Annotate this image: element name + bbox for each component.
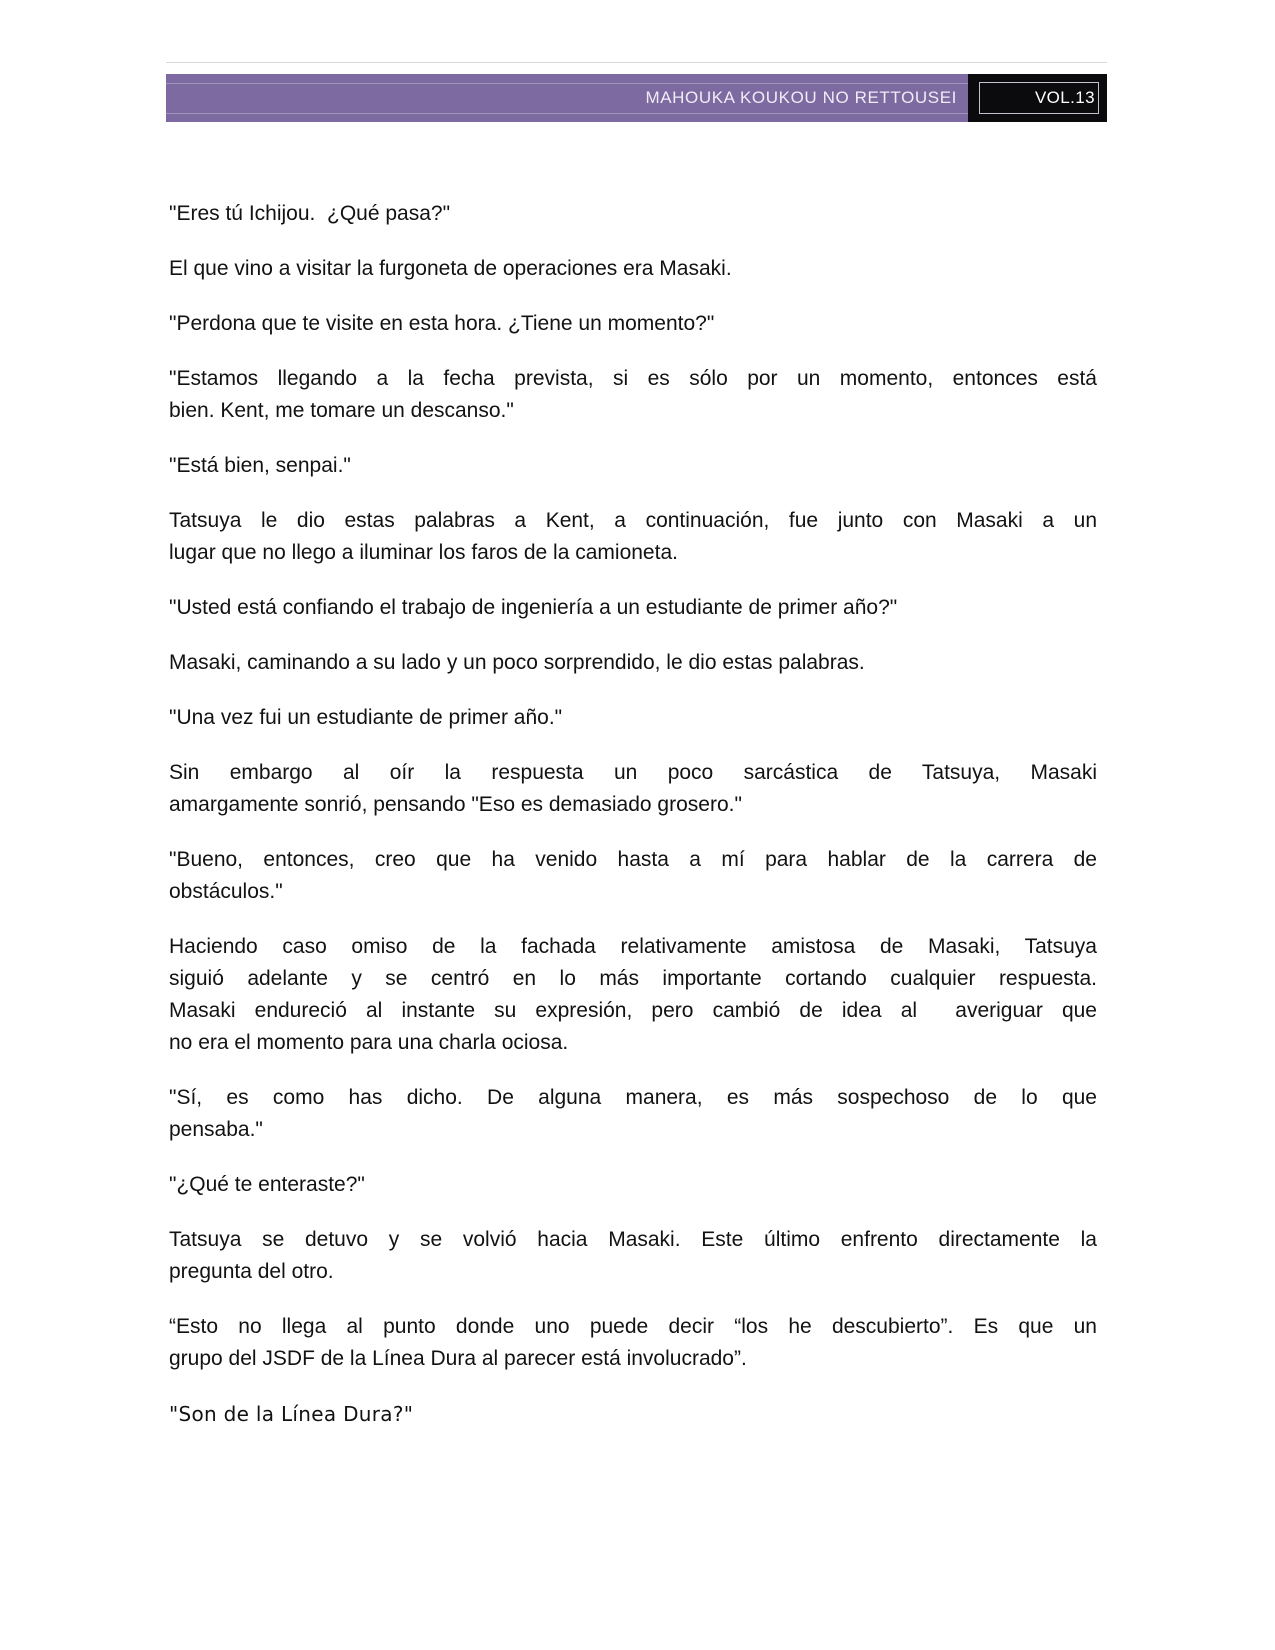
paragraph-line: Masaki, caminando a su lado y un poco sorprendido, le dio estas palabras.	[169, 651, 865, 674]
paragraph	[169, 1398, 1097, 1430]
paragraph-line: no era el momento para una charla ociosa.	[169, 1031, 569, 1054]
paragraph-line: amargamente sonrió, pensando "Eso es demasiado grosero."	[169, 793, 742, 816]
paragraph-line: obstáculos."	[169, 880, 283, 903]
paragraph	[169, 1224, 1097, 1288]
paragraph-line: "Perdona que te visite en esta hora. ¿Tiene un momento?"	[169, 312, 715, 335]
paragraph-line: "Estamos llegando a la fecha prevista, si es sólo por un momento, entonces está	[169, 367, 1097, 390]
paragraph-line: "Eres tú Ichijou. ¿Qué pasa?"	[169, 202, 451, 225]
paragraph-line: grupo del JSDF de la Línea Dura al parecer está involucrado”.	[169, 1347, 747, 1370]
paragraph	[169, 363, 1097, 427]
header-title-band	[166, 74, 968, 122]
paragraph-line: pregunta del otro.	[169, 1260, 334, 1283]
paragraph-line: bien. Kent, me tomare un descanso."	[169, 399, 514, 422]
paragraph-line: “Esto no llega al punto donde uno puede decir “los he descubierto”. Es que un	[169, 1315, 1097, 1338]
header-volume-box	[968, 74, 1107, 122]
paragraph	[169, 647, 1097, 679]
header-volume-label: VOL.13	[1034, 88, 1095, 107]
paragraph	[169, 450, 1097, 482]
paragraph	[169, 253, 1097, 285]
paragraph	[169, 931, 1097, 1059]
paragraph-line: Tatsuya se detuvo y se volvió hacia Masaki. Este último enfrento directamente la	[169, 1228, 1097, 1251]
paragraph-line: Sin embargo al oír la respuesta un poco sarcástica de Tatsuya, Masaki	[169, 761, 1097, 784]
paragraph	[169, 702, 1097, 734]
paragraph-line: "Está bien, senpai."	[169, 454, 351, 477]
paragraph-line: siguió adelante y se centró en lo más importante cortando cualquier respuesta.	[169, 967, 1097, 990]
page-body	[169, 198, 1097, 1453]
paragraph-line: "Son de la Línea Dura?"	[169, 1402, 414, 1426]
page-header	[166, 74, 1107, 122]
paragraph	[169, 1169, 1097, 1201]
paragraph-line: "Usted está confiando el trabajo de ingeniería a un estudiante de primer año?"	[169, 596, 898, 619]
paragraph-line: Masaki endureció al instante su expresión, pero cambió de idea al averiguar que	[169, 999, 1097, 1022]
paragraph-line: pensaba."	[169, 1118, 263, 1141]
paragraph	[169, 308, 1097, 340]
header-top-rule	[166, 62, 1107, 63]
paragraph	[169, 844, 1097, 908]
paragraph-line: "Sí, es como has dicho. De alguna manera, es más sospechoso de lo que	[169, 1086, 1097, 1109]
paragraph	[169, 505, 1097, 569]
header-title: MAHOUKA KOUKOU NO RETTOUSEI	[645, 88, 957, 107]
paragraph-line: "¿Qué te enteraste?"	[169, 1173, 365, 1196]
paragraph-line: Haciendo caso omiso de la fachada relativamente amistosa de Masaki, Tatsuya	[169, 935, 1097, 958]
paragraph-line: "Una vez fui un estudiante de primer año."	[169, 706, 563, 729]
paragraph-line: Tatsuya le dio estas palabras a Kent, a continuación, fue junto con Masaki a un	[169, 509, 1097, 532]
paragraph	[169, 757, 1097, 821]
paragraph-line: El que vino a visitar la furgoneta de operaciones era Masaki.	[169, 257, 732, 280]
paragraph	[169, 1082, 1097, 1146]
paragraph-line: "Bueno, entonces, creo que ha venido hasta a mí para hablar de la carrera de	[169, 848, 1097, 871]
paragraph-line: lugar que no llego a iluminar los faros de la camioneta.	[169, 541, 678, 564]
paragraph	[169, 592, 1097, 624]
paragraph	[169, 1311, 1097, 1375]
paragraph	[169, 198, 1097, 230]
